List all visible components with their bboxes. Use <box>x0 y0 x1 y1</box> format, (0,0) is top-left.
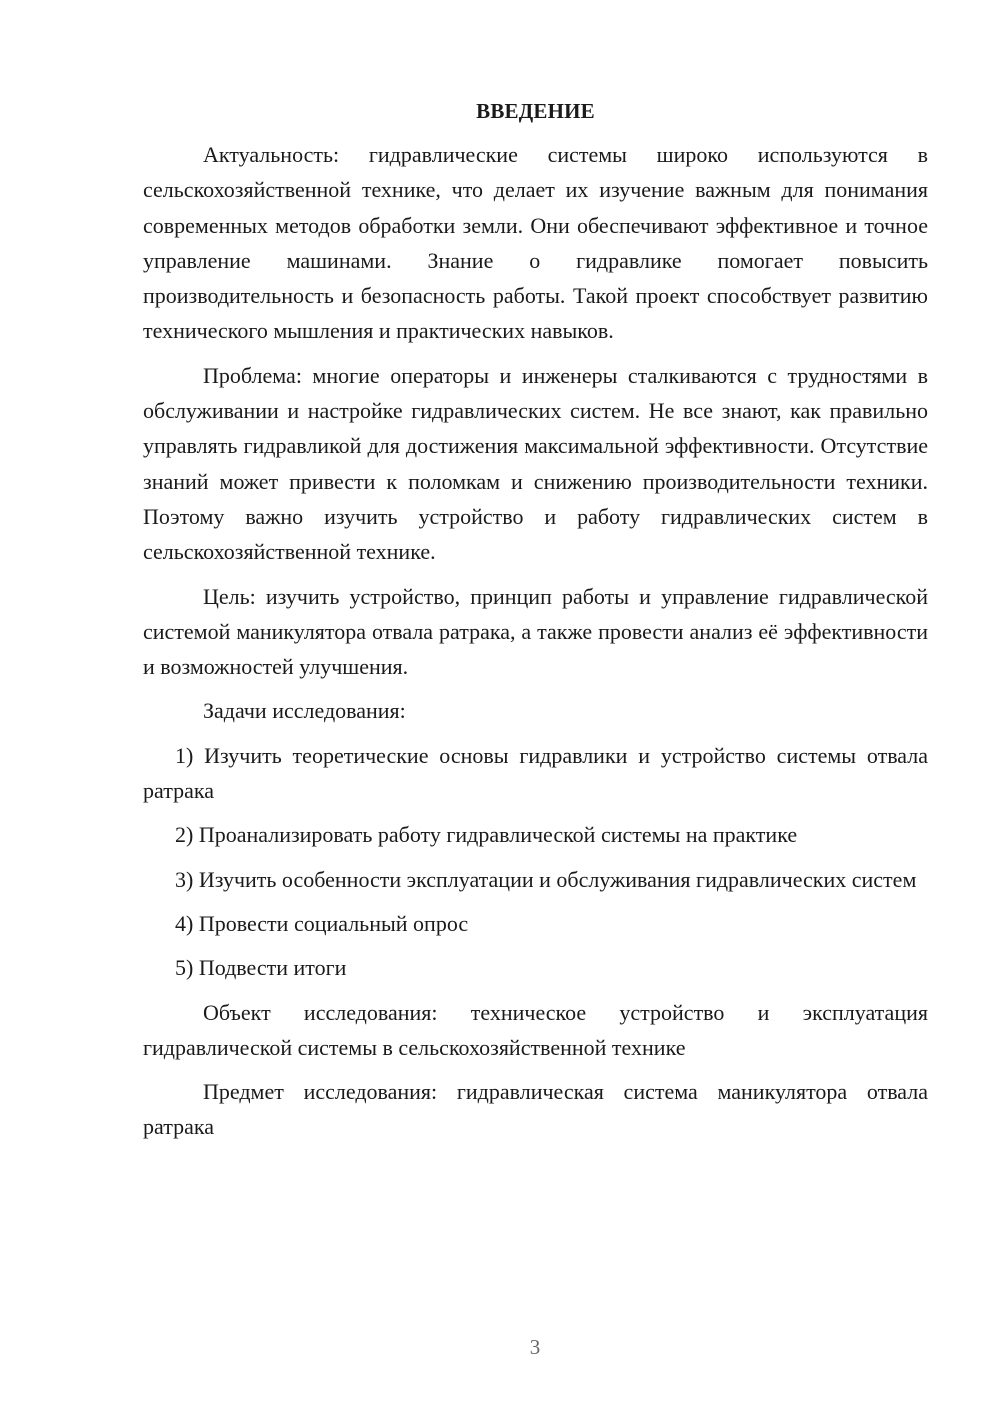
task-item-2: 2) Проанализировать работу гидравлической системы на практике <box>175 822 798 848</box>
document-page <box>143 95 928 1145</box>
task-item-4: 4) Провести социальный опрос <box>175 910 469 936</box>
task-item-1: 1) Изучить теоретические основы гидравлики и устройство системы отвала ратрака <box>143 742 928 804</box>
paragraph-problem: Проблема: многие операторы и инженеры сталкиваются с трудностями в обслуживании и настройке гидравлических систем. Не все знают, как правильно управлять гидравликой для достижения максимальной эффективности. Отсутствие знаний может привести к поломкам и снижению производительности техники. Поэтому важно изучить устройство и работу гидравлических систем в сельскохозяйственной технике. <box>143 362 928 565</box>
tasks-heading: Задачи исследования: <box>203 698 406 724</box>
paragraph-subject: Предмет исследования: гидравлическая система маникулятора отвала ратрака <box>143 1079 928 1140</box>
task-item-5: 5) Подвести итоги <box>175 955 347 981</box>
section-title: ВВЕДЕНИЕ <box>476 99 595 123</box>
page-number: 3 <box>529 1335 541 1359</box>
paragraph-object: Объект исследования: техническое устройство и эксплуатация гидравлической системы в сельскохозяйственной технике <box>143 999 928 1060</box>
paragraph-relevance: Актуальность: гидравлические системы широко используются в сельскохозяйственной технике, что делает их изучение важным для понимания современных методов обработки земли. Они обеспечивают эффективное и точное управление машинами. Знание о гидравлике помогает повысить производительность и безопасность работы. Такой проект способствует развитию технического мышления и практических навыков. <box>143 142 928 344</box>
paragraph-goal: Цель: изучить устройство, принцип работы и управление гидравлической системой маникулятора отвала ратрака, а также провести анализ её эффективности и возможностей улучшения. <box>143 583 928 680</box>
task-item-3: 3) Изучить особенности эксплуатации и обслуживания гидравлических систем <box>175 866 917 892</box>
